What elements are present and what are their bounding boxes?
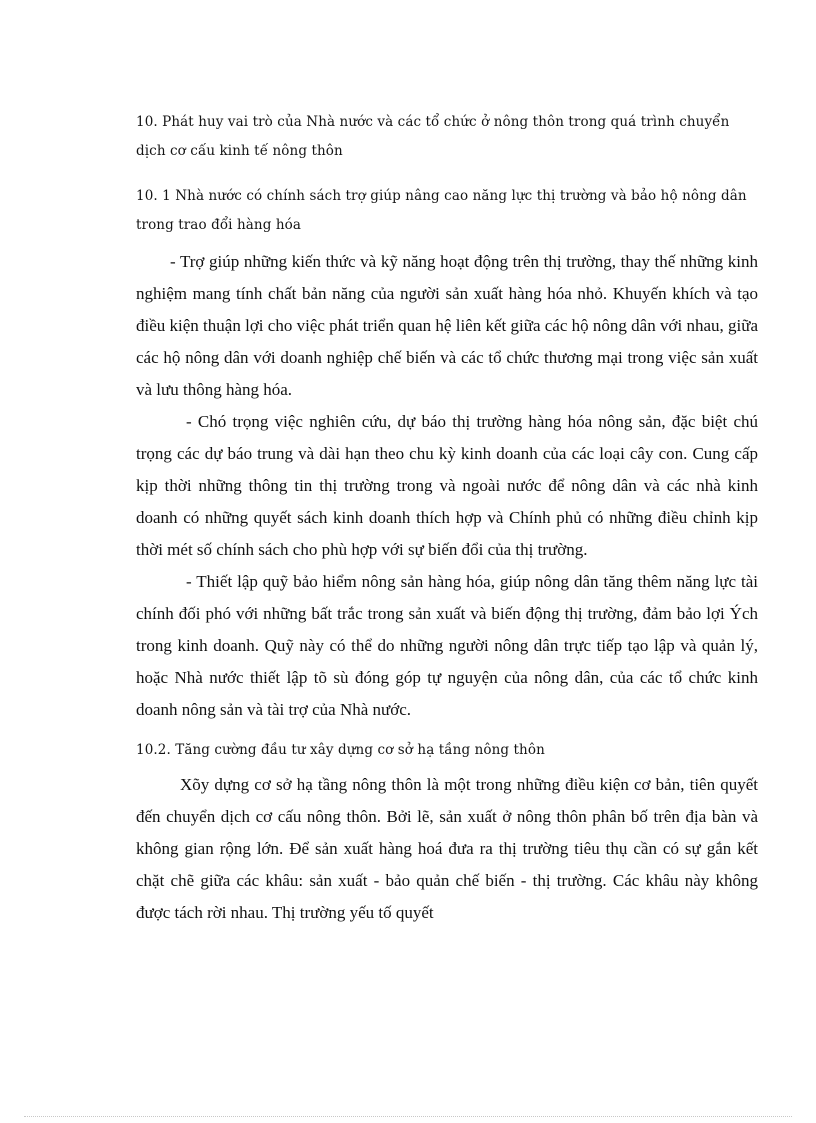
document-body bbox=[136, 108, 758, 929]
section-heading-10: 10. Phát huy vai trò của Nhà nước và các tổ chức ở nông thôn trong quá trình chuyển dịch cơ cấu kinh tế nông thôn bbox=[136, 114, 730, 159]
section-heading-10-2: 10.2. Tăng cường đầu tư xây dựng cơ sở hạ tầng nông thôn bbox=[136, 742, 545, 758]
page-bottom-divider bbox=[24, 1116, 792, 1117]
paragraph-market-forecast: - Chó trọng việc nghiên cứu, dự báo thị trường hàng hóa nông sản, đặc biệt chú trọng các dự báo trung và dài hạn theo chu kỳ kinh doanh của các loại cây con. Cung cấp kịp thời những thông tin thị trường trong và ngoài nước để nông dân và các nhà kinh doanh có những quyết sách kinh doanh thích hợp và Chính phủ có những điều chỉnh kịp thời mét số chính sách cho phù hợp với sự biến đổi của thị trường. bbox=[136, 412, 758, 559]
paragraph-market-knowledge: - Trợ giúp những kiến thức và kỹ năng hoạt động trên thị trường, thay thế những kinh nghiệm mang tính chất bản năng của người sản xuất hàng hóa nhỏ. Khuyến khích và tạo điều kiện thuận lợi cho việc phát triển quan hệ liên kết giữa các hộ nông dân với nhau, giữa các hộ nông dân với doanh nghiệp chế biến và các tổ chức thương mại trong việc sản xuất và lưu thông hàng hóa. bbox=[136, 252, 758, 399]
paragraph-infrastructure: Xõy dựng cơ sở hạ tầng nông thôn là một trong những điều kiện cơ bản, tiên quyết đến chuyển dịch cơ cấu nông thôn. Bởi lẽ, sản xuất ở nông thôn phân bố trên địa bàn và không gian rộng lớn. Để sản xuất hàng hoá đưa ra thị trường tiêu thụ cần có sự gắn kết chặt chẽ giữa các khâu: sản xuất - bảo quản chế biến - thị trường. Các khâu này không được tách rời nhau. Thị trường yếu tố quyết bbox=[136, 775, 758, 922]
section-heading-10-1: 10. 1 Nhà nước có chính sách trợ giúp nâng cao năng lực thị trường và bảo hộ nông dân trong trao đổi hàng hóa bbox=[136, 188, 747, 233]
paragraph-insurance-fund: - Thiết lập quỹ bảo hiểm nông sản hàng hóa, giúp nông dân tăng thêm năng lực tài chính đối phó với những bất trắc trong sản xuất và biến động thị trường, đảm bảo lợi Ých trong kinh doanh. Quỹ này có thể do những người nông dân trực tiếp tạo lập và quản lý, hoặc Nhà nước thiết lập tõ sù đóng góp tự nguyện của nông dân, của các tổ chức kinh doanh nông sản và tài trợ của Nhà nước. bbox=[136, 572, 758, 719]
